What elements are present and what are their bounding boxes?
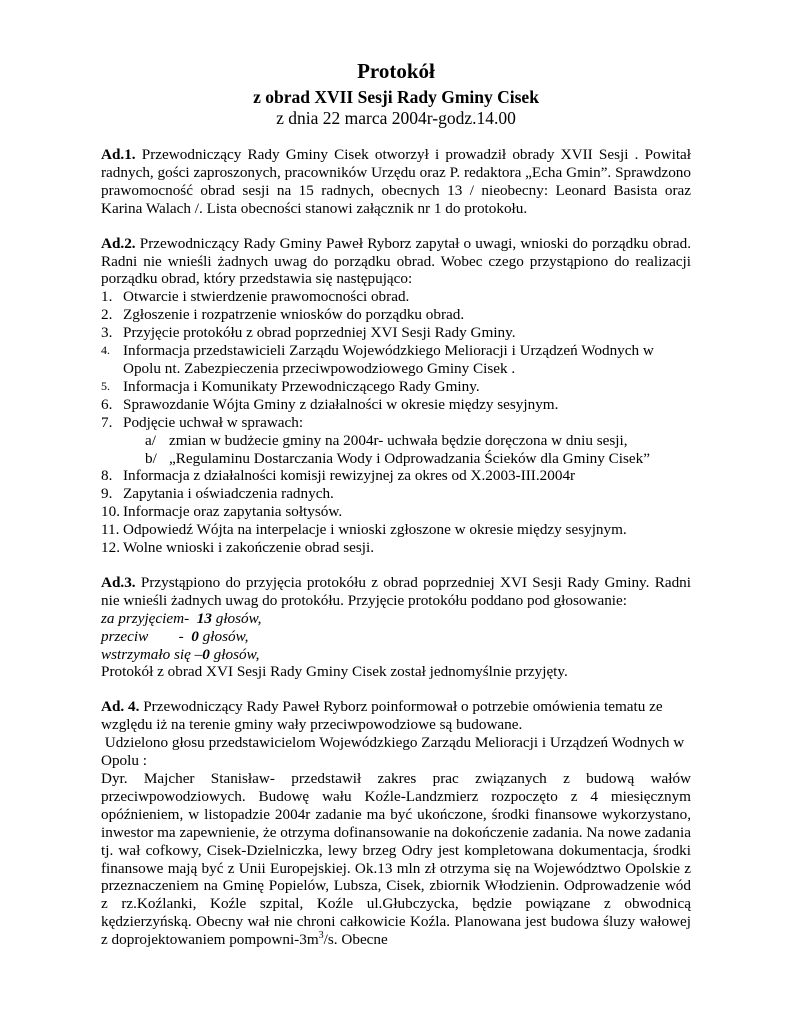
agenda-item-text: Przyjęcie protokółu z obrad poprzedniej XVI Sesji Rady Gminy. [123,324,516,342]
vote-count: 0 [191,627,199,645]
agenda-item-number: 3. [101,324,113,342]
ad1-text: Przewodniczący Rady Gminy Cisek otworzył i prowadził obrady XVII Sesji . Powitał radnych, gości zaproszonych, pracowników Urzędu oraz P. redaktora „Echa Gmin”. Sprawdzono prawomocność obrad sesji na 15 radnych, obecnych 13 / nieobecny: Leonard Basista oraz Karina Walach /. Lista obecności stanowi załącznik nr 1 do protokołu. [101,146,691,217]
agenda-item-number: 1. [101,288,113,306]
agenda-item-text: Informacje oraz zapytania sołtysów. [123,503,343,521]
agenda-item-number: 4. [101,343,110,358]
agenda-subitem [123,432,691,450]
agenda-item [101,521,691,539]
vote-suffix: głosów, [209,645,260,663]
agenda-subitem-letter: b/ [145,449,157,467]
ad4-paragraph [101,698,691,734]
ad4-superscript: 3 [318,930,324,942]
agenda-item-text: Informacja i Komunikaty Przewodniczącego Rady Gminy. [123,377,480,395]
ad2-text: Przewodniczący Rady Gminy Paweł Ryborz zapytał o uwagi, wnioski do porządku obrad. Radni nie wnieśli żadnych uwag do porządku obrad. Wobec czego przystąpiono do realizacji porządku obrad, który przedstawia się następująco: [101,234,691,288]
agenda-item [101,485,691,503]
agenda-item [101,503,691,521]
ad2-label: Ad.2. [101,234,136,252]
agenda-item [101,324,691,342]
ad3-text: Przystąpiono do przyjęcia protokółu z obrad poprzedniej XVI Sesji Rady Gminy. Radni nie wnieśli żadnych uwag do protokółu. Przyjęcie protokółu poddano pod głosowanie: [101,573,691,609]
ad4-text3-end: /s. Obecne [323,931,388,949]
ad2-paragraph [101,235,691,289]
vote-count: 0 [202,645,210,663]
ad4-text3-paragraph [101,770,691,949]
agenda-item-text: Sprawozdanie Wójta Gminy z działalności w okresie między sesyjnym. [123,395,559,413]
document-title: Protokół [357,59,435,83]
agenda-item-number: 2. [101,306,113,324]
ad4-text1: Przewodniczący Rady Paweł Ryborz poinformował o potrzebie omówienia tematu ze względu iż na terenie gminy wały przeciwpowodziowe są budowane. [101,698,663,734]
ad3-paragraph [101,574,691,610]
vote-against [101,628,691,646]
agenda-subitem-text: zmian w budżecie gminy na 2004r- uchwała będzie doręczona w dniu sesji, [169,431,628,449]
ad4-text3: Dyr. Majcher Stanisław- przedstawił zakres prac związanych z budową wałów przeciwpowodziowych. Budowę wału Koźle-Landzmierz rozpoczęto z 4 miesięcznym opóźnieniem, w listopadzie 2004r zadanie ma być ukończone, środki finansowe wykorzystano, inwestor ma zapewnienie, że otrzyma dofinansowanie na dokończenie zadania. Na nowe zadania tj. wał cofkowy, Cisek-Dzielniczka, lewy brzeg Odry jest kompletowana dokumentacja, środki finansowe mają być z Unii Europejskiej. Ok.13 mln zł otrzyma się na Województwo Opolskie z przeznaczeniem na Gminę Popielów, Lubsza, Cisek, zbiornik Włodzienin. Odprowadzenie wód z rz.Koźlanki, Koźle szpital, Koźle ul.Głubczycka, będzie powiązane z obwodnicą kędzierzyńską. Obecny wał nie chroni całkowicie Koźla. Planowana jest budowa śluzy wałowej z doprojektowaniem pompowni-3m [101,770,691,949]
agenda-list [101,288,691,557]
agenda-item-text: Informacja przedstawicieli Zarządu Wojewódzkiego Melioracji i Urządzeń Wodnych w Opolu nt. Zabezpieczenia przeciwpowodziowego Gminy Cisek . [123,342,654,377]
vote-label: wstrzymało się – [101,645,203,663]
agenda-item-text: Zgłoszenie i rozpatrzenie wniosków do porządku obrad. [123,306,465,324]
agenda-item-number: 6. [101,395,113,413]
agenda-item-text: Otwarcie i stwierdzenie prawomocności obrad. [123,288,410,306]
ad1-label: Ad.1. [101,146,136,163]
agenda-item-number: 7. [101,413,113,431]
document-page [101,58,691,966]
vote-for [101,610,691,628]
ad3-label: Ad.3. [101,573,136,591]
agenda-subitem [123,450,691,468]
agenda-item-text: Wolne wnioski i zakończenie obrad sesji. [123,539,374,557]
agenda-item [101,539,691,557]
agenda-item-number: 12. [101,539,120,557]
ad4-label: Ad. 4. [101,698,140,716]
ad3-result: Protokół z obrad XVI Sesji Rady Gminy Cisek został jednomyślnie przyjęty. [101,663,568,681]
section-ad2 [101,235,691,557]
vote-suffix: głosów, [211,609,262,627]
agenda-item [101,396,691,414]
agenda-item [101,306,691,324]
agenda-item-text: Odpowiedź Wójta na interpelacje i wnioski zgłoszone w okresie między sesyjnym. [123,521,627,539]
section-ad4 [101,698,691,949]
agenda-item [101,288,691,306]
agenda-subitem-letter: a/ [145,431,156,449]
vote-label: przeciw - [101,627,192,645]
agenda-item-number: 9. [101,485,113,503]
section-ad1 [101,146,691,218]
vote-abstain [101,646,691,664]
agenda-subitem-text: „Regulaminu Dostarczania Wody i Odprowadzania Ścieków dla Gminy Cisek” [169,449,650,467]
agenda-item-text: Podjęcie uchwał w sprawach: [123,413,304,431]
document-subtitle: z obrad XVII Sesji Rady Gminy Cisek [253,87,539,107]
agenda-item-text: Zapytania i oświadczenia radnych. [123,485,334,503]
agenda-item-text: Informacja z działalności komisji rewizyjnej za okres od X.2003-III.2004r [123,467,576,485]
agenda-item [101,342,691,378]
vote-label: za przyjęciem- [101,609,197,627]
agenda-item-number: 11. [101,521,120,539]
agenda-item-number: 8. [101,467,113,485]
agenda-item [101,378,691,396]
ad4-text2: Udzielono głosu przedstawicielom Wojewódzkiego Zarządu Melioracji i Urządzeń Wodnych w Opolu : [101,734,689,770]
agenda-item-number: 5. [101,378,110,393]
agenda-item [101,467,691,485]
vote-count: 13 [196,609,212,627]
agenda-item-number: 10. [101,503,120,521]
ad1-paragraph [101,146,691,218]
section-ad3 [101,574,691,681]
vote-suffix: głosów, [198,627,249,645]
document-date: z dnia 22 marca 2004r-godz.14.00 [276,108,516,128]
agenda-item [101,414,691,468]
